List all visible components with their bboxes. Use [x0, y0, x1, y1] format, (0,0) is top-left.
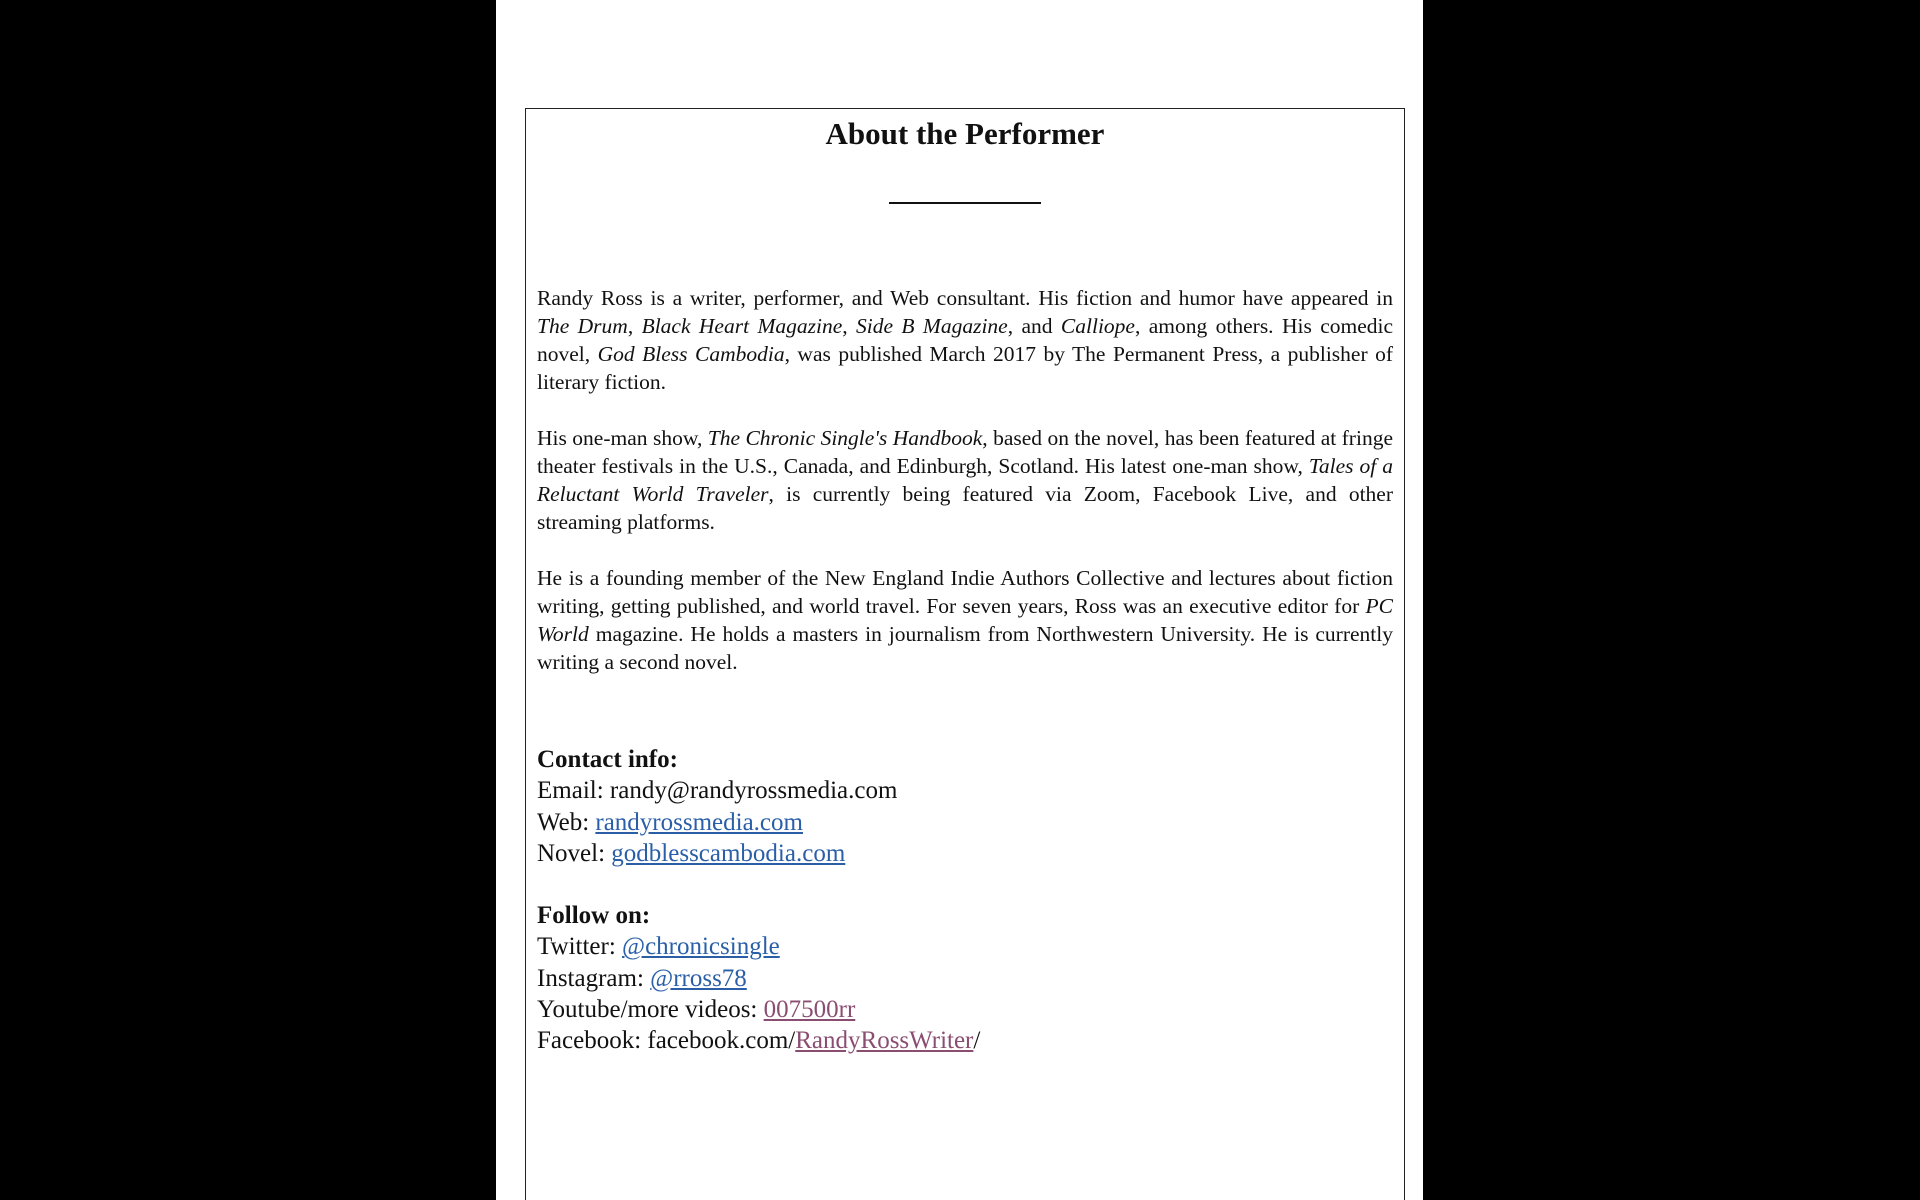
page-title: About the Performer — [825, 116, 1105, 151]
contact-section — [537, 744, 1393, 1057]
bio-section — [537, 284, 1393, 676]
novel-title: God Bless Cambodia — [597, 342, 785, 366]
publication-title: PC World — [537, 594, 1393, 646]
web-label: Web: — [537, 808, 596, 836]
bio-text: , and — [1007, 314, 1061, 338]
novel-link[interactable]: godblesscambodia.com — [611, 839, 846, 867]
show-title: Tales of a Reluctant World Traveler — [537, 454, 1393, 506]
twitter-link[interactable]: @chronicsingle — [622, 933, 780, 961]
bio-text: , among others. His comedic novel, — [537, 314, 1394, 366]
novel-label: Novel: — [537, 839, 612, 867]
bio-text: , is currently being featured via Zoom, Facebook Live, and other streaming platforms. — [537, 482, 1393, 534]
twitter-label: Twitter: — [537, 933, 623, 961]
twitter-line — [537, 931, 1393, 962]
bio-text: , — [842, 314, 857, 338]
facebook-line — [537, 1025, 1393, 1056]
publication-title: The Drum — [537, 314, 628, 338]
bio-text: magazine. He holds a masters in journalism from Northwestern University. He is currently writing a second novel. — [537, 622, 1393, 674]
web-line — [537, 807, 1393, 838]
instagram-line — [537, 963, 1393, 994]
novel-line — [537, 838, 1393, 869]
youtube-link[interactable]: 007500rr — [763, 996, 856, 1024]
bio-text: , based on the novel, has been featured at fringe theater festivals in the U.S., Canada, and Edinburgh, Scotland. His latest one-man show, — [537, 426, 1393, 478]
page-content — [537, 108, 1393, 1057]
document-page[interactable] — [496, 0, 1423, 1200]
email-value: randy@randyrossmedia.com — [609, 777, 898, 805]
bio-paragraph-3 — [537, 564, 1393, 676]
publication-title: Side B Magazine — [856, 314, 1008, 338]
bio-text: , — [627, 314, 642, 338]
instagram-link[interactable]: @rross78 — [650, 964, 747, 992]
bio-paragraph-1 — [537, 284, 1393, 396]
instagram-label: Instagram: — [537, 964, 651, 992]
publication-title: Calliope — [1060, 314, 1135, 338]
publication-title: Black Heart Magazine — [641, 314, 843, 338]
facebook-suffix: / — [973, 1027, 981, 1055]
email-label: Email: — [537, 777, 610, 805]
email-line — [537, 775, 1393, 806]
bio-text: He is a founding member of the New England Indie Authors Collective and lectures about fiction writing, getting published, and world travel. For seven years, Ross was an executive editor for — [537, 566, 1393, 618]
youtube-line — [537, 994, 1393, 1025]
show-title: The Chronic Single's Handbook — [707, 426, 983, 450]
bio-text: His one-man show, — [537, 426, 708, 450]
section-spacer — [537, 869, 1393, 900]
bio-paragraph-2 — [537, 424, 1393, 536]
bio-text: , was published March 2017 by The Permanent Press, a publisher of literary fiction. — [537, 342, 1394, 394]
title-divider — [889, 202, 1041, 204]
contact-heading: Contact info: — [537, 746, 678, 773]
facebook-label: Facebook: facebook.com/ — [537, 1027, 796, 1055]
youtube-label: Youtube/more videos: — [537, 996, 764, 1024]
web-link[interactable]: randyrossmedia.com — [595, 808, 803, 836]
bio-text: Randy Ross is a writer, performer, and Web consultant. His fiction and humor have appeared in — [537, 286, 1393, 310]
facebook-link[interactable]: RandyRossWriter — [795, 1027, 974, 1055]
follow-heading: Follow on: — [537, 902, 651, 930]
